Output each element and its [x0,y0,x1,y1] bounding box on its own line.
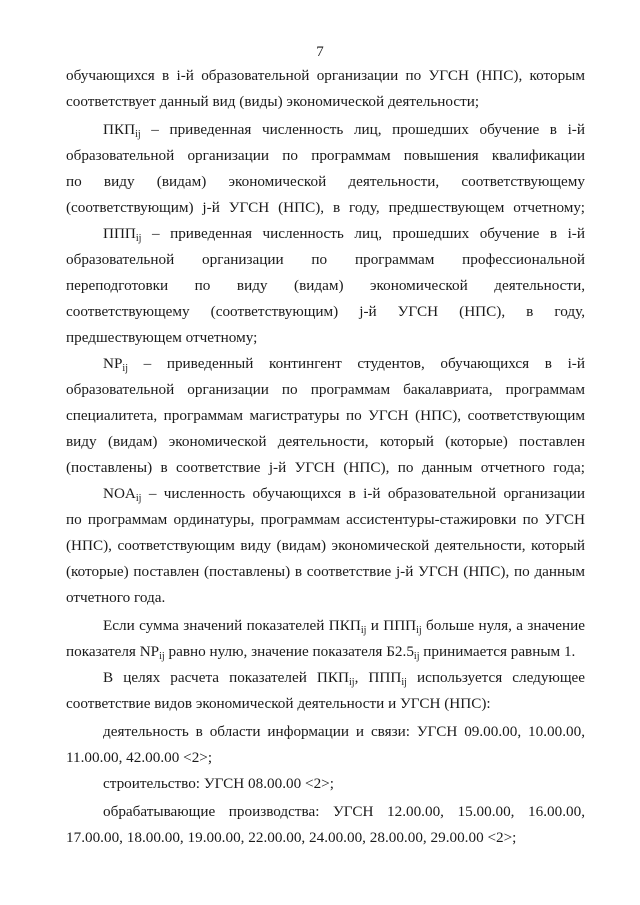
text-segment: образовательной организации по программам повышения квалификации [66,147,585,164]
text-line [103,484,585,504]
text-line [103,354,585,374]
text-segment: В целях расчета показателей ПКП [103,669,349,686]
text-segment: NOA [103,485,136,502]
subscript-index: ij [416,625,422,636]
text-segment: – приведенная численность лиц, прошедших обучение в i-й [140,121,585,138]
subscript-index: ij [159,651,165,662]
text-segment: NP [103,355,123,372]
subscript-index: ij [135,493,142,504]
text-line [66,250,585,270]
text-segment: по виду (видам) экономической деятельности, соответствующему [66,173,585,190]
subscript-index: ij [135,233,142,244]
text-segment: соответствует данный вид (виды) экономической деятельности; [66,93,480,110]
text-segment: больше нуля, а значение [421,617,585,634]
text-segment: равно нулю, значение показателя Б2.5 [164,643,414,660]
subscript-index: ij [413,651,420,662]
text-segment: обучающихся в i-й образовательной организации по УГСН (НПС), которым [66,67,585,84]
text-segment: , ППП [354,669,402,686]
text-segment: (соответствующим) j-й УГСН (НПС), в году, предшествующем отчетному; [66,199,585,216]
text-segment: используется следующее [406,669,586,686]
text-segment: ППП [103,225,136,242]
text-segment: отчетного года. [66,589,166,606]
text-line [66,536,585,556]
text-line [66,828,585,848]
text-segment: – численность обучающихся в i-й образовательной организации [141,485,585,502]
text-line [66,380,585,400]
text-line [66,432,585,452]
text-segment: специалитета, программам магистратуры по УГСН (НПС), соответствующим [66,407,585,424]
text-line [103,120,585,140]
text-line [66,328,585,348]
text-line [66,748,585,768]
subscript-index: ij [360,625,367,636]
text-segment: по программам ординатуры, программам ассистентуры-стажировки по УГСН [66,511,585,528]
text-segment: (НПС), соответствующим виду (видам) экономической деятельности, который [66,537,585,554]
text-line [103,774,585,794]
text-segment: предшествующем отчетному; [66,329,258,346]
page-number: 7 [316,44,324,60]
text-line [103,224,585,244]
text-line [66,588,585,608]
text-line [66,406,585,426]
text-segment: (которые) поставлен (поставлены) в соответствие j-й УГСН (НПС), по данным [66,563,585,580]
text-segment: ПКП [103,121,136,138]
text-line [66,172,585,192]
text-segment: – приведенная численность лиц, прошедших обучение в i-й [141,225,585,242]
text-segment: соответствующему (соответствующим) j-й УГСН (НПС), в году, [66,303,585,320]
text-line [66,276,585,296]
text-segment: образовательной организации по программам профессиональной [66,251,585,268]
text-line [66,642,585,662]
text-segment: 17.00.00, 18.00.00, 19.00.00, 22.00.00, 24.00.00, 28.00.00, 29.00.00 <2>; [66,829,517,846]
text-line [103,668,585,688]
text-line [66,66,585,86]
text-segment: соответствие видов экономической деятельности и УГСН (НПС): [66,695,491,712]
subscript-index: ij [135,129,141,140]
text-segment: 11.00.00, 42.00.00 <2>; [66,749,213,766]
text-line [66,510,585,530]
text-segment: Если сумма значений показателей ПКП [103,617,361,634]
text-segment: показателя NP [66,643,160,660]
text-line [66,302,585,322]
text-line [66,694,585,714]
text-line [103,802,585,822]
subscript-index: ij [349,677,355,688]
text-segment: – приведенный контингент студентов, обучающихся в i-й [127,355,585,372]
subscript-index: ij [122,363,128,374]
text-line [66,92,585,112]
text-segment: деятельность в области информации и связи: УГСН 09.00.00, 10.00.00, [103,723,585,740]
text-segment: строительство: УГСН 08.00.00 <2>; [103,775,334,792]
text-segment: виду (видам) экономической деятельности, который (которые) поставлен [66,433,585,450]
text-segment: переподготовки по виду (видам) экономической деятельности, [66,277,585,294]
text-line [66,458,585,478]
text-segment: принимается равным 1. [419,643,576,660]
text-line [103,722,585,742]
text-segment: (поставлены) в соответствие j-й УГСН (НПС), по данным отчетного года; [66,459,585,476]
text-segment: образовательной организации по программам бакалавриата, программам [66,381,585,398]
text-line [66,562,585,582]
subscript-index: ij [401,677,407,688]
text-line [103,616,585,636]
text-line [66,198,585,218]
text-segment: и ППП [366,617,417,634]
text-line [66,146,585,166]
text-segment: обрабатывающие производства: УГСН 12.00.00, 15.00.00, 16.00.00, [103,803,585,820]
